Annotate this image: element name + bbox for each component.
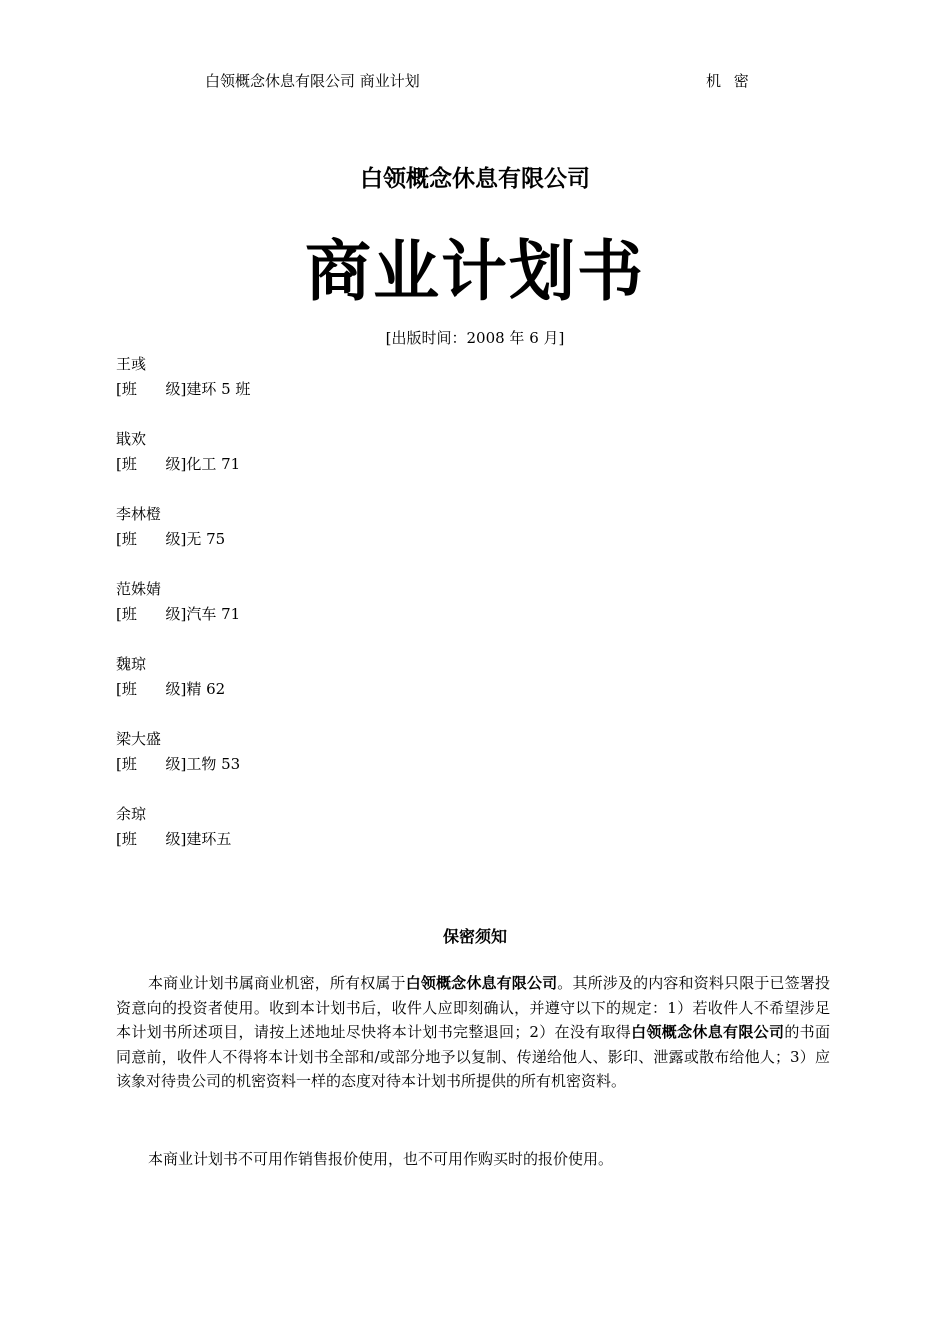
member-class: [班 级]化工 71 bbox=[116, 455, 241, 473]
publish-date: [出版时间：2008 年 6 月] bbox=[385, 329, 565, 347]
member-item bbox=[116, 427, 716, 502]
confidentiality-title: 保密须知 bbox=[442, 927, 507, 946]
member-name: 范姝婧 bbox=[116, 580, 162, 598]
header-left-text: 白领概念休息有限公司 商业计划 bbox=[205, 72, 420, 90]
company-name-bold: 白领概念休息有限公司 bbox=[405, 974, 558, 992]
member-name: 王彧 bbox=[116, 355, 147, 373]
member-class: [班 级]汽车 71 bbox=[116, 605, 241, 623]
member-class: [班 级]精 62 bbox=[116, 680, 226, 698]
member-item bbox=[116, 352, 716, 427]
paragraph-text: 。其所涉及的内容和资料只限于已签署投资意向的投资者使用。收到本计划书后，收件人应即刻确认，并遵守以下的规定：1）若收件人不希望涉足本计划书所述项目，请按上述地址尽快将本计划书完整退回；2）在没有取得 bbox=[116, 974, 830, 1042]
member-name: 魏琼 bbox=[116, 655, 147, 673]
paragraph-text: 本商业计划书属商业机密，所有权属于 bbox=[148, 974, 406, 992]
document-title: 商业计划书 bbox=[305, 232, 645, 310]
member-list bbox=[116, 352, 716, 877]
member-name: 戢欢 bbox=[116, 430, 147, 448]
member-item bbox=[116, 727, 716, 802]
header-confidential-mark: 机 密 bbox=[706, 72, 753, 90]
member-class: [班 级]无 75 bbox=[116, 530, 226, 548]
paragraph-text: 的书面同意前，收件人不得将本计划书全部和/或部分地予以复制、传递给他人、影印、泄露或散布给他人；3）应该象对待贵公司的机密资料一样的态度对待本计划书所提供的所有机密资料。 bbox=[116, 1023, 830, 1091]
member-name: 梁大盛 bbox=[116, 730, 162, 748]
confidentiality-paragraph bbox=[116, 971, 830, 1094]
member-item bbox=[116, 502, 716, 577]
member-name: 李林橙 bbox=[116, 505, 162, 523]
member-item bbox=[116, 652, 716, 727]
member-item bbox=[116, 577, 716, 652]
member-item bbox=[116, 802, 716, 877]
company-name-bold: 白领概念休息有限公司 bbox=[631, 1023, 785, 1042]
member-class: [班 级]建环五 bbox=[116, 830, 232, 848]
pricing-disclaimer: 本商业计划书不可用作销售报价使用，也不可用作购买时的报价使用。 bbox=[148, 1150, 614, 1168]
member-class: [班 级]工物 53 bbox=[116, 755, 241, 773]
member-name: 余琼 bbox=[116, 805, 147, 823]
company-title: 白领概念休息有限公司 bbox=[360, 166, 590, 192]
member-class: [班 级]建环 5 班 bbox=[116, 380, 251, 398]
